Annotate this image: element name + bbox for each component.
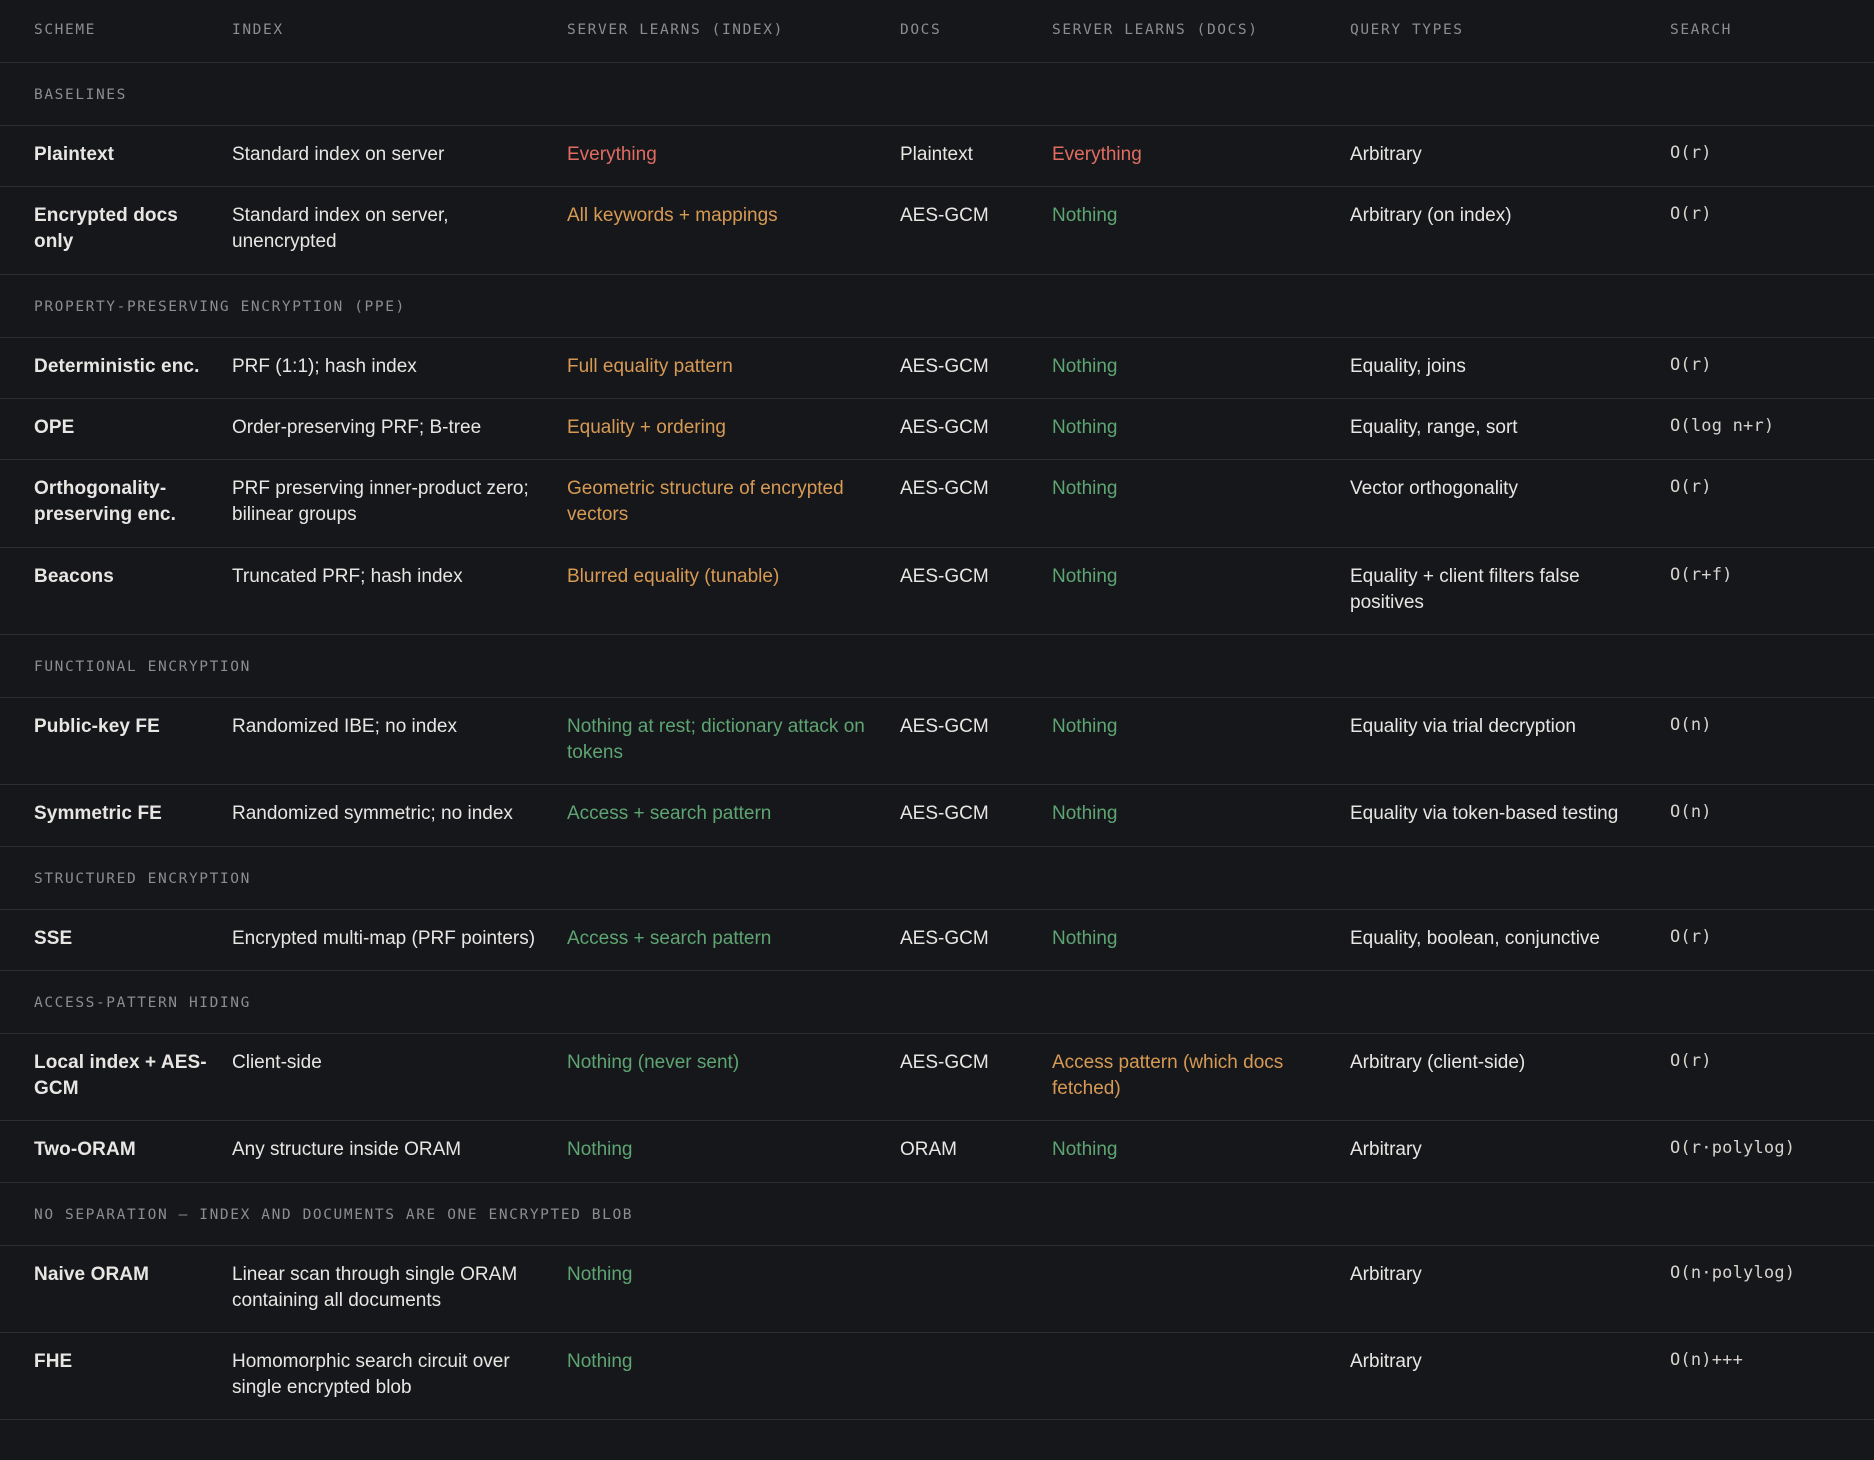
table-group-label: PROPERTY-PRESERVING ENCRYPTION (PPE) xyxy=(0,274,1874,337)
cell-scheme: Symmetric FE xyxy=(0,785,232,846)
table-row xyxy=(0,909,1874,970)
cell-search: O(n) xyxy=(1670,697,1874,784)
table-row xyxy=(0,1245,1874,1332)
table-body xyxy=(0,63,1874,1420)
cell-query-types: Vector orthogonality xyxy=(1350,460,1670,547)
column-header-query-types: QUERY TYPES xyxy=(1350,0,1670,63)
cell-search: O(r) xyxy=(1670,126,1874,187)
cell-server-learns-docs xyxy=(1052,1245,1350,1332)
cell-index: PRF (1:1); hash index xyxy=(232,337,567,398)
cell-docs: AES-GCM xyxy=(900,1033,1052,1120)
cell-server-learns-docs: Nothing xyxy=(1052,337,1350,398)
cell-search: O(r) xyxy=(1670,1033,1874,1120)
cell-server-learns-docs: Nothing xyxy=(1052,697,1350,784)
cell-index: Randomized IBE; no index xyxy=(232,697,567,784)
cell-docs: AES-GCM xyxy=(900,547,1052,634)
table-group-label: NO SEPARATION — INDEX AND DOCUMENTS ARE ONE ENCRYPTED BLOB xyxy=(0,1182,1874,1245)
table-group-header xyxy=(0,970,1874,1033)
cell-query-types: Equality + client filters false positives xyxy=(1350,547,1670,634)
table-group-label: BASELINES xyxy=(0,63,1874,126)
cell-scheme: Beacons xyxy=(0,547,232,634)
table-group-header xyxy=(0,1182,1874,1245)
cell-scheme: Encrypted docs only xyxy=(0,187,232,274)
table-row xyxy=(0,1332,1874,1419)
cell-scheme: Two-ORAM xyxy=(0,1121,232,1182)
cell-server-learns-index: Nothing (never sent) xyxy=(567,1033,900,1120)
cell-scheme: Plaintext xyxy=(0,126,232,187)
cell-server-learns-docs: Nothing xyxy=(1052,547,1350,634)
cell-query-types: Arbitrary (on index) xyxy=(1350,187,1670,274)
table-row xyxy=(0,126,1874,187)
cell-index: Randomized symmetric; no index xyxy=(232,785,567,846)
cell-index: Encrypted multi-map (PRF pointers) xyxy=(232,909,567,970)
cell-server-learns-docs: Nothing xyxy=(1052,785,1350,846)
cell-index: Linear scan through single ORAM containing all documents xyxy=(232,1245,567,1332)
cell-server-learns-docs: Nothing xyxy=(1052,398,1350,459)
cell-search: O(r) xyxy=(1670,460,1874,547)
table-header-row xyxy=(0,0,1874,63)
table-row xyxy=(0,337,1874,398)
cell-server-learns-docs: Nothing xyxy=(1052,909,1350,970)
cell-docs xyxy=(900,1245,1052,1332)
cell-server-learns-index: Nothing xyxy=(567,1121,900,1182)
table-row xyxy=(0,1121,1874,1182)
cell-search: O(n) xyxy=(1670,785,1874,846)
cell-query-types: Equality, joins xyxy=(1350,337,1670,398)
cell-query-types: Equality, range, sort xyxy=(1350,398,1670,459)
cell-index: Homomorphic search circuit over single encrypted blob xyxy=(232,1332,567,1419)
cell-query-types: Arbitrary xyxy=(1350,1245,1670,1332)
column-header-index: INDEX xyxy=(232,0,567,63)
cell-docs: ORAM xyxy=(900,1121,1052,1182)
column-header-scheme: SCHEME xyxy=(0,0,232,63)
table-group-header xyxy=(0,634,1874,697)
cell-query-types: Equality via token-based testing xyxy=(1350,785,1670,846)
table-row xyxy=(0,697,1874,784)
cell-server-learns-index: All keywords + mappings xyxy=(567,187,900,274)
cell-query-types: Arbitrary xyxy=(1350,1332,1670,1419)
table-group-label: ACCESS-PATTERN HIDING xyxy=(0,970,1874,1033)
cell-docs: AES-GCM xyxy=(900,909,1052,970)
table-group-label: STRUCTURED ENCRYPTION xyxy=(0,846,1874,909)
cell-server-learns-index: Access + search pattern xyxy=(567,785,900,846)
table-group-label: FUNCTIONAL ENCRYPTION xyxy=(0,634,1874,697)
cell-scheme: Orthogonality-preserving enc. xyxy=(0,460,232,547)
cell-docs: AES-GCM xyxy=(900,337,1052,398)
cell-server-learns-docs: Nothing xyxy=(1052,460,1350,547)
cell-index: Client-side xyxy=(232,1033,567,1120)
cell-search: O(r) xyxy=(1670,187,1874,274)
cell-docs: AES-GCM xyxy=(900,697,1052,784)
cell-docs: AES-GCM xyxy=(900,460,1052,547)
cell-query-types: Equality, boolean, conjunctive xyxy=(1350,909,1670,970)
cell-server-learns-docs: Everything xyxy=(1052,126,1350,187)
cell-server-learns-docs: Nothing xyxy=(1052,1121,1350,1182)
cell-index: Truncated PRF; hash index xyxy=(232,547,567,634)
cell-search: O(r+f) xyxy=(1670,547,1874,634)
cell-server-learns-index: Blurred equality (tunable) xyxy=(567,547,900,634)
cell-search: O(r·polylog) xyxy=(1670,1121,1874,1182)
table-row xyxy=(0,398,1874,459)
cell-search: O(log n+r) xyxy=(1670,398,1874,459)
cell-scheme: Local index + AES-GCM xyxy=(0,1033,232,1120)
cell-index: Standard index on server xyxy=(232,126,567,187)
cell-scheme: Deterministic enc. xyxy=(0,337,232,398)
cell-server-learns-index: Nothing xyxy=(567,1332,900,1419)
cell-query-types: Arbitrary (client-side) xyxy=(1350,1033,1670,1120)
cell-docs: AES-GCM xyxy=(900,785,1052,846)
cell-index: Order-preserving PRF; B-tree xyxy=(232,398,567,459)
cell-server-learns-index: Nothing xyxy=(567,1245,900,1332)
cell-scheme: Naive ORAM xyxy=(0,1245,232,1332)
cell-server-learns-index: Nothing at rest; dictionary attack on tokens xyxy=(567,697,900,784)
cell-server-learns-index: Geometric structure of encrypted vectors xyxy=(567,460,900,547)
cell-docs: AES-GCM xyxy=(900,398,1052,459)
cell-server-learns-index: Full equality pattern xyxy=(567,337,900,398)
table-group-header xyxy=(0,63,1874,126)
cell-scheme: OPE xyxy=(0,398,232,459)
cell-server-learns-docs: Nothing xyxy=(1052,187,1350,274)
table-row xyxy=(0,1033,1874,1120)
cell-server-learns-index: Equality + ordering xyxy=(567,398,900,459)
column-header-server-learns-index: SERVER LEARNS (INDEX) xyxy=(567,0,900,63)
table-row xyxy=(0,187,1874,274)
cell-search: O(r) xyxy=(1670,909,1874,970)
cell-docs xyxy=(900,1332,1052,1419)
cell-search: O(n·polylog) xyxy=(1670,1245,1874,1332)
cell-index: Standard index on server, unencrypted xyxy=(232,187,567,274)
cell-server-learns-index: Everything xyxy=(567,126,900,187)
table-row xyxy=(0,547,1874,634)
table-group-header xyxy=(0,846,1874,909)
cell-docs: AES-GCM xyxy=(900,187,1052,274)
cell-scheme: Public-key FE xyxy=(0,697,232,784)
cell-query-types: Arbitrary xyxy=(1350,1121,1670,1182)
cell-index: Any structure inside ORAM xyxy=(232,1121,567,1182)
cell-query-types: Arbitrary xyxy=(1350,126,1670,187)
cell-docs: Plaintext xyxy=(900,126,1052,187)
cell-server-learns-index: Access + search pattern xyxy=(567,909,900,970)
cell-server-learns-docs xyxy=(1052,1332,1350,1419)
cell-scheme: FHE xyxy=(0,1332,232,1419)
cell-index: PRF preserving inner-product zero; bilinear groups xyxy=(232,460,567,547)
cell-search: O(n)+++ xyxy=(1670,1332,1874,1419)
table-row xyxy=(0,785,1874,846)
table-group-header xyxy=(0,274,1874,337)
column-header-docs: DOCS xyxy=(900,0,1052,63)
cell-search: O(r) xyxy=(1670,337,1874,398)
column-header-server-learns-docs: SERVER LEARNS (DOCS) xyxy=(1052,0,1350,63)
cell-query-types: Equality via trial decryption xyxy=(1350,697,1670,784)
cell-scheme: SSE xyxy=(0,909,232,970)
table-row xyxy=(0,460,1874,547)
column-header-search: SEARCH xyxy=(1670,0,1874,63)
cell-server-learns-docs: Access pattern (which docs fetched) xyxy=(1052,1033,1350,1120)
table-header xyxy=(0,0,1874,63)
